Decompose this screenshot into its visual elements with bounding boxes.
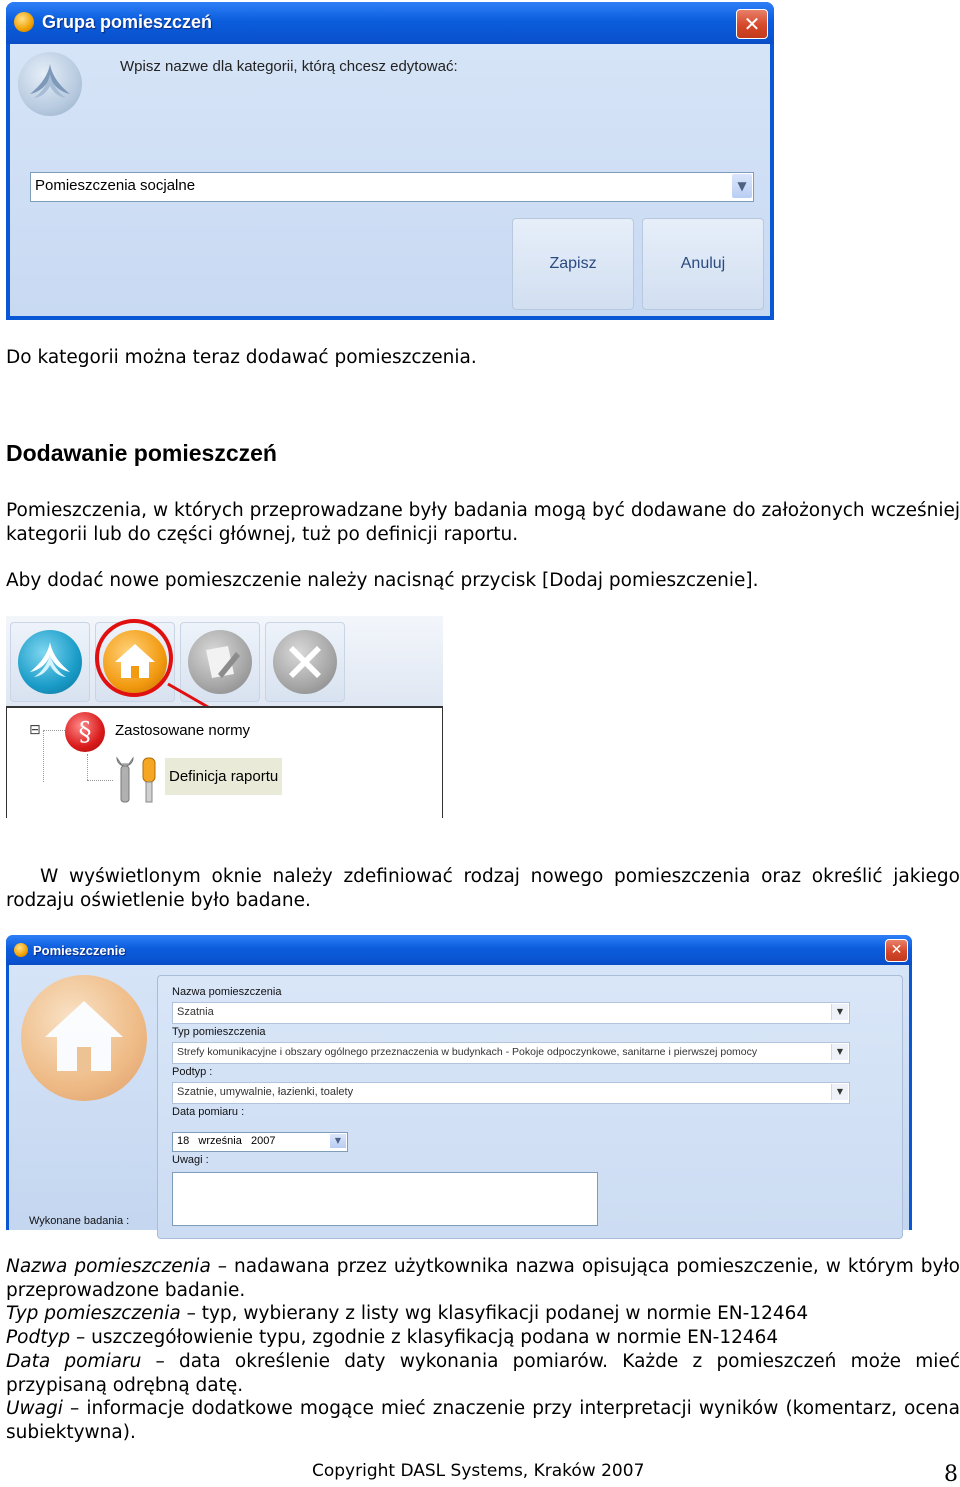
room-type-value[interactable]: Strefy komunikacyjne i obszary ogólnego przeznaczenia w budynkach - Pokoje odpoczynkowe, sanitarne i pierwszej pomocy <box>177 1046 758 1058</box>
home-icon <box>21 975 147 1101</box>
paragraph-2: Pomieszczenia, w których przeprowadzane były badania mogą być dodawane do założonych wcześniej kategorii lub do części głównej, tuż po definicji raportu. <box>6 500 960 545</box>
definition-term: Nazwa pomieszczenia <box>6 1256 211 1277</box>
definition-measurement-date <box>6 1350 960 1397</box>
notes-textarea[interactable] <box>172 1172 598 1226</box>
dialog-title: Grupa pomieszczeń <box>42 12 213 32</box>
dialog-title: Pomieszczenie <box>33 943 126 958</box>
logo-icon <box>18 52 82 116</box>
notes-label: Uwagi : <box>172 1154 209 1166</box>
definition-desc: – typ, wybierany z listy wg klasyfikacji podanej w normie EN-12464 <box>180 1303 809 1324</box>
room-name-combo[interactable] <box>172 1002 850 1024</box>
toolbar <box>6 616 443 706</box>
tree-item-report-definition[interactable]: Definicja raportu <box>165 758 282 795</box>
room-dialog <box>6 935 912 1230</box>
definition-room-name <box>6 1255 960 1302</box>
paragraph-4: W wyświetlonym oknie należy zdefiniować rodzaj nowego pomieszczenia oraz określić jakiego rodzaju oświetlenie było badane. <box>6 866 960 911</box>
measurement-date-picker[interactable] <box>172 1132 348 1152</box>
app-icon <box>14 943 28 957</box>
paragraph-icon: § <box>65 712 105 752</box>
category-dialog <box>6 2 774 320</box>
cancel-button[interactable]: Anuluj <box>642 218 764 310</box>
definition-term: Typ pomieszczenia <box>6 1303 181 1324</box>
room-form <box>157 975 903 1239</box>
dialog-title-bar[interactable] <box>6 935 912 965</box>
definition-room-type <box>6 1302 960 1326</box>
dialog-body <box>9 965 909 1230</box>
chevron-down-icon[interactable]: ▼ <box>831 1044 848 1060</box>
definition-term: Podtyp <box>6 1327 71 1348</box>
measurement-date-value[interactable]: 18 września 2007 <box>177 1135 276 1147</box>
category-prompt: Wpisz nazwe dla kategorii, którą chcesz edytować: <box>120 58 458 75</box>
app-icon <box>14 12 34 32</box>
save-button[interactable]: Zapisz <box>512 218 634 310</box>
close-button[interactable]: ✕ <box>736 9 768 39</box>
paragraph-3: Aby dodać nowe pomieszczenie należy nacisnąć przycisk [Dodaj pomieszczenie]. <box>6 570 759 591</box>
tree-item-norms[interactable]: Zastosowane normy <box>115 722 251 739</box>
chevron-down-icon[interactable]: ▼ <box>831 1084 848 1100</box>
room-name-value[interactable]: Szatnia <box>177 1006 214 1018</box>
subtype-value[interactable]: Szatnie, umywalnie, łazienki, toalety <box>177 1086 354 1098</box>
footer-copyright: Copyright DASL Systems, Kraków 2007 <box>312 1461 645 1481</box>
definition-subtype <box>6 1326 960 1350</box>
category-name-combo[interactable] <box>30 172 754 202</box>
subtype-label: Podtyp : <box>172 1066 213 1078</box>
tree-line <box>43 730 65 732</box>
definition-desc: – uszczegółowienie typu, zgodnie z klasyfikacją podana w normie EN-12464 <box>70 1327 779 1348</box>
definition-desc: – data określenie daty wykonania pomiarów. Każde z pomieszczeń może mieć przypisaną odrębną datę. <box>6 1351 960 1396</box>
collapse-toggle[interactable]: ⊟ <box>29 722 41 738</box>
tree-line <box>43 730 45 782</box>
completed-tests-label: Wykonane badania : <box>29 1215 130 1227</box>
definition-desc: – nadawana przez użytkownika nazwa opisująca pomieszczenie, w którym było przeprowadzone badanie. <box>6 1256 960 1301</box>
category-name-value[interactable]: Pomieszczenia socjalne <box>35 177 196 194</box>
dialog-title-bar[interactable] <box>6 2 774 44</box>
report-tree <box>6 706 443 818</box>
wrench-icon <box>113 754 161 804</box>
room-name-label: Nazwa pomieszczenia <box>172 986 282 998</box>
dialog-body <box>10 44 770 316</box>
page-number: 8 <box>944 1462 958 1487</box>
tree-line <box>87 754 89 780</box>
definition-term: Uwagi <box>6 1398 63 1419</box>
close-button[interactable]: ✕ <box>885 939 908 962</box>
measurement-date-label: Data pomiaru : <box>172 1106 245 1118</box>
section-heading: Dodawanie pomieszczeń <box>6 440 277 466</box>
definition-term: Data pomiaru <box>6 1351 142 1372</box>
definition-desc: – informacje dodatkowe mogące mieć znaczenie przy interpretacji wyników (komentarz, ocena subiektywna). <box>6 1398 960 1443</box>
chevron-down-icon[interactable]: ▼ <box>732 174 752 198</box>
subtype-combo[interactable] <box>172 1082 850 1104</box>
tree-line <box>87 780 113 782</box>
room-type-combo[interactable] <box>172 1042 850 1064</box>
definition-notes <box>6 1397 960 1444</box>
paragraph-1: Do kategorii można teraz dodawać pomieszczenia. <box>6 347 477 368</box>
room-type-label: Typ pomieszczenia <box>172 1026 266 1038</box>
chevron-down-icon[interactable]: ▼ <box>831 1004 848 1020</box>
chevron-down-icon[interactable]: ▼ <box>330 1134 346 1148</box>
